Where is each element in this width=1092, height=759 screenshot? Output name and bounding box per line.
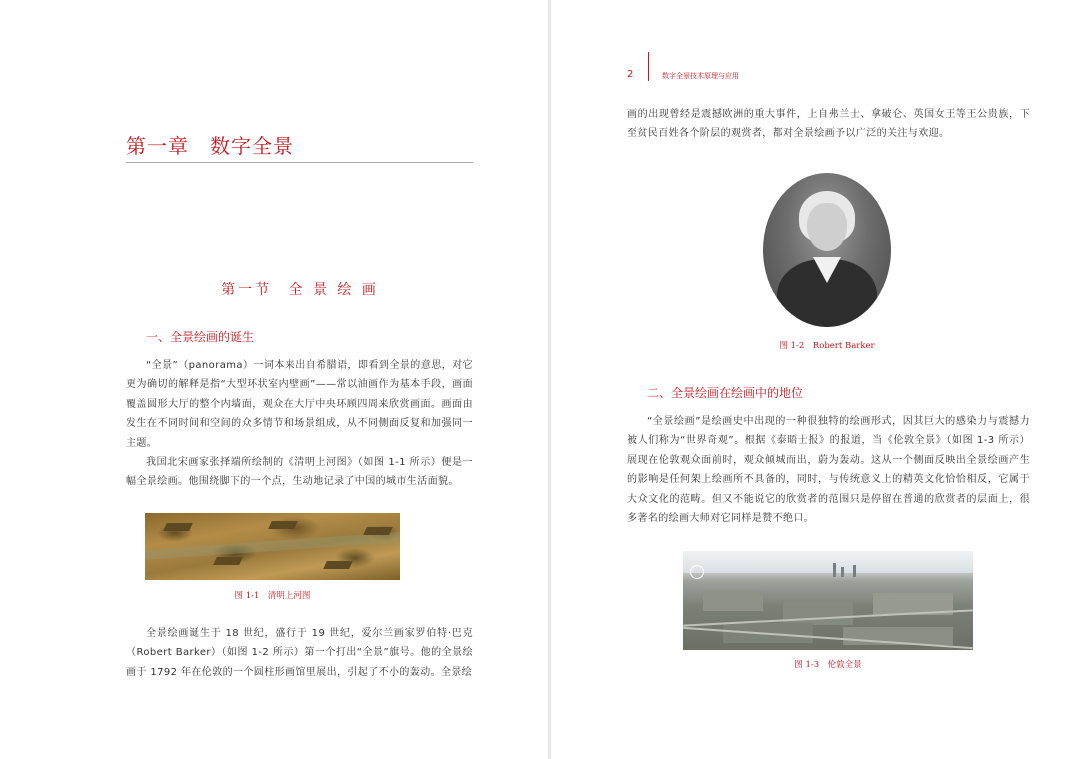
chapter-title: 第一章 数字全景 — [126, 134, 294, 158]
paragraph-panorama-status: “全景绘画”是绘画史中出现的一种很独特的绘画形式，因其巨大的感染力与震撼力被人们称为“世界奇观”。根据《泰晤士报》的报道，当《伦敦全景》（如图 1-3 所示）展现在伦敦观众面前时，观众倾城而出，蔚为轰动。这从一个侧面反映出全景绘画产生的影响是任何架上绘画所不具备的，同时，与传统意义上的精英文化恰恰相反，它属于大众文化的范畴。但又不能说它的欣赏者的范围只是停留在普通的欣赏者的层面上，很多著名的绘画大师对它同样是赞不绝口。 — [627, 416, 1030, 525]
chapter-rule — [126, 162, 473, 163]
figure-london-panorama — [683, 551, 973, 650]
paragraph-qingming: 我国北宋画家张择端所绘制的《清明上河图》（如图 1-1 所示）便是一幅全景绘画。他围绕脚下的一个点，生动地记录了中国的城市生活面貌。 — [126, 457, 473, 488]
section-title — [0, 279, 548, 299]
paragraph-panorama-definition: “全景”（panorama）一词本来出自希腊语，即看到全景的意思，对它更为确切的解释是指“大型环状室内壁画”——常以油画作为基本手段，画面覆盖圆形大厅的整个内墙面，观众在大厅中央环顾四周来欣赏画面。画面由发生在不同时间和空间的众多情节和场景组成，从不同侧面反复和加强同一主题。 — [126, 360, 473, 449]
figure-2-caption: 图 1-2 Robert Barker — [779, 341, 875, 351]
page-number: 2 — [627, 69, 634, 80]
panorama-logo-icon — [690, 565, 704, 579]
paragraph-barker: 全景绘画诞生于 18 世纪，盛行于 19 世纪，爱尔兰画家罗伯特·巴克（Robert Barker）（如图 1-2 所示）第一个打出“全景”旗号。他的全景绘画于 1792 年在伦敦的一个圆柱形画馆里展出，引起了不小的轰动。全景绘 — [126, 628, 473, 678]
running-head-rule — [648, 52, 649, 81]
section-title-prefix: 第一节 — [221, 282, 273, 298]
running-head: 数字全景技术原理与应用 — [662, 72, 739, 80]
figure-robert-barker-portrait — [763, 173, 891, 327]
subhead-birth: 一、全景绘画的诞生 — [146, 330, 255, 344]
figure-1-caption: 图 1-1 清明上河图 — [234, 591, 311, 601]
paragraph-europe-impact: 画的出现曾经是震撼欧洲的重大事件，上自弗兰士、拿破仑、英国女王等王公贵族，下至贫民百姓各个阶层的观赏者，都对全景绘画予以广泛的关注与欢迎。 — [627, 109, 1030, 140]
figure-qingming-scroll — [145, 513, 400, 580]
subhead-status: 二、全景绘画在绘画中的地位 — [647, 386, 804, 400]
figure-3-caption: 图 1-3 伦敦全景 — [794, 660, 862, 670]
section-title-text: 全 景 绘 画 — [288, 282, 379, 298]
